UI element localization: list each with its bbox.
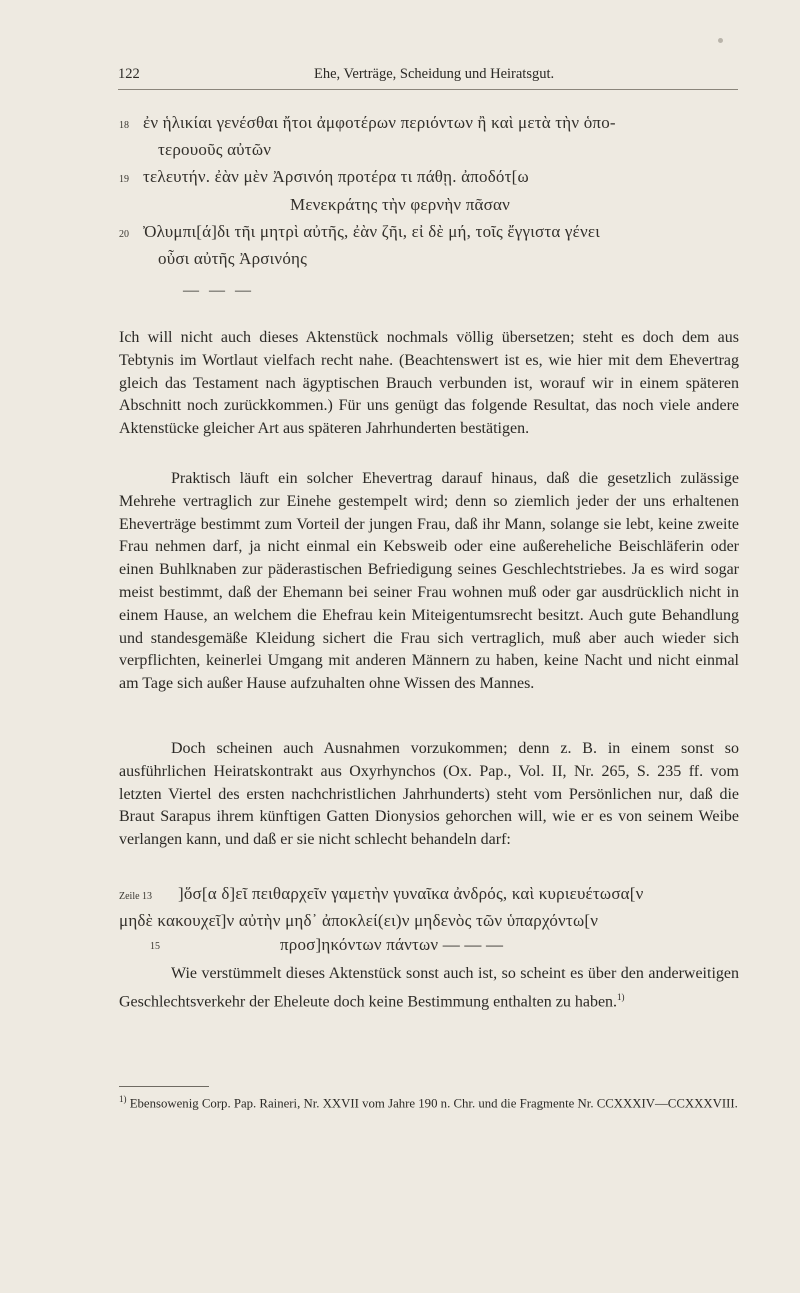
paragraph-1: Ich will nicht auch dieses Aktenstück nochmals völlig übersetzen; steht es doch dem aus Tebtynis im Wortlaut vielfach recht nahe. (Beachtenswert ist es, wie hier mit dem Ehevertrag gleich das Testament nach ägyptischen Brauch verbunden ist, worauf wir in einem späteren Abschnitt noch zurückkommen.) Für uns genügt das folgende Resultat, das noch viele andere Aktenstücke gleicher Art aus späteren Jahrhunderten bestätigen. xyxy=(119,329,739,438)
greek-line-20a: Ὀλυμπι[ά]δι τῆι μητρὶ αὐτῆς, ἐὰν ζῆι, εἰ δὲ μή, τοῖς ἔγγιστα γένει xyxy=(143,222,600,241)
page-header xyxy=(118,66,738,88)
paragraph-4 xyxy=(119,963,739,1014)
page-number: 122 xyxy=(118,66,140,82)
paragraph-2: Praktisch läuft ein solcher Ehevertrag darauf hinaus, daß die gesetzlich zulässige Mehrehe vertraglich zur Einehe gestempelt wird; denn so ziemlich jeder der uns erhaltenen Eheverträge bestimmt zum Vorteil der jungen Frau, daß ihr Mann, solange sie lebt, keine zweite Frau nehmen darf, ja nicht einmal ein Kebsweib oder eine außereheliche Beischläferin oder einen Buhlknaben zur päderastischen Befriedigung seines Geschlechtstriebes. Ja es wird sogar meist bestimmt, daß der Ehemann bei seiner Frau wohnen muß oder gar ausdrücklich nicht in einem Hause, an welchem die Ehefrau kein Miteigentumsrecht besitzt. Auch gute Behandlung und standesgemäße Kleidung sichert die Frau sich vertraglich, muß aber auch wieder sich verpflichten, keinerlei Umgang mit anderen Männern zu haben, keine Nacht und nicht einmal am Tage sich außer Hause aufzuhalten ohne Wissen des Mannes. xyxy=(119,470,739,693)
line-number-19: 19 xyxy=(119,174,129,185)
greek-line-18b: τερουοῦς αὐτῶν xyxy=(158,140,272,159)
paper-blemish xyxy=(718,38,723,43)
footnote xyxy=(119,1090,739,1113)
greek-line-18a: ἐν ἡλικίαι γενέσθαι ἤτοι ἀμφοτέρων περιόντων ἢ καὶ μετὰ τὴν ὁπο- xyxy=(143,113,616,132)
line-number-18: 18 xyxy=(119,120,129,131)
header-rule xyxy=(118,89,738,90)
paragraph-3: Doch scheinen auch Ausnahmen vorzukommen; denn z. B. in einem sonst so ausführlichen Heiratskontrakt aus Oxyrhynchos (Ox. Pap., Vol. II, Nr. 265, S. 235 ff. vom letzten Viertel des ersten nachchristlichen Jahrhunderts) steht vom Persönlichen nur, daß die Braut Sarapus ihrem künftigen Gatten Dionysios gehorchen will, wie er es von seinem Weibe verlangen kann, und daß er sie nicht schlecht behandeln darf: xyxy=(119,740,739,849)
zeile-label: Zeile 13 xyxy=(119,891,153,902)
footnote-reference: 1) xyxy=(617,991,625,1002)
omission-dashes: — — — xyxy=(183,282,254,299)
line-number-20: 20 xyxy=(119,229,129,240)
greek-line-19a: τελευτήν. ἐὰν μὲν Ἀρσινόη προτέρα τι πάθῃ. ἀποδότ[ω xyxy=(143,167,529,186)
footnote-rule xyxy=(119,1086,209,1087)
greek-line-15: προσ]ηκόντων πάντων — — — xyxy=(280,935,504,954)
footnote-marker: 1) xyxy=(119,1094,127,1104)
greek-line-20b: οὖσι αὐτῆς Ἀρσινόης xyxy=(158,249,308,268)
line-number-15: 15 xyxy=(150,941,160,952)
footnote-text: Ebensowenig Corp. Pap. Raineri, Nr. XXVII vom Jahre 190 n. Chr. und die Fragmente Nr. CCXXXIV—CCXXXVIII. xyxy=(129,1096,738,1111)
greek-line-13: ]ὅσ[α δ]εῖ πειθαρχεῖν γαμετὴν γυναῖκα ἀνδρός, καὶ κυριευέτωσα[ν xyxy=(178,884,644,903)
greek-line-14: μηδὲ κακουχεῖ]ν αὐτὴν μηδ᾽ ἀποκλεί(ει)ν μηδενὸς τῶν ὑπαρχόντω[ν xyxy=(119,911,599,930)
paragraph-4-text: Wie verstümmelt dieses Aktenstück sonst auch ist, so scheint es über den anderweitigen Geschlechtsverkehr der Eheleute doch keine Bestimmung enthalten zu haben. xyxy=(119,965,739,1011)
running-title: Ehe, Verträge, Scheidung und Heiratsgut. xyxy=(314,66,555,82)
greek-line-19b: Μενεκράτης τὴν φερνὴν πᾶσαν xyxy=(290,195,510,214)
